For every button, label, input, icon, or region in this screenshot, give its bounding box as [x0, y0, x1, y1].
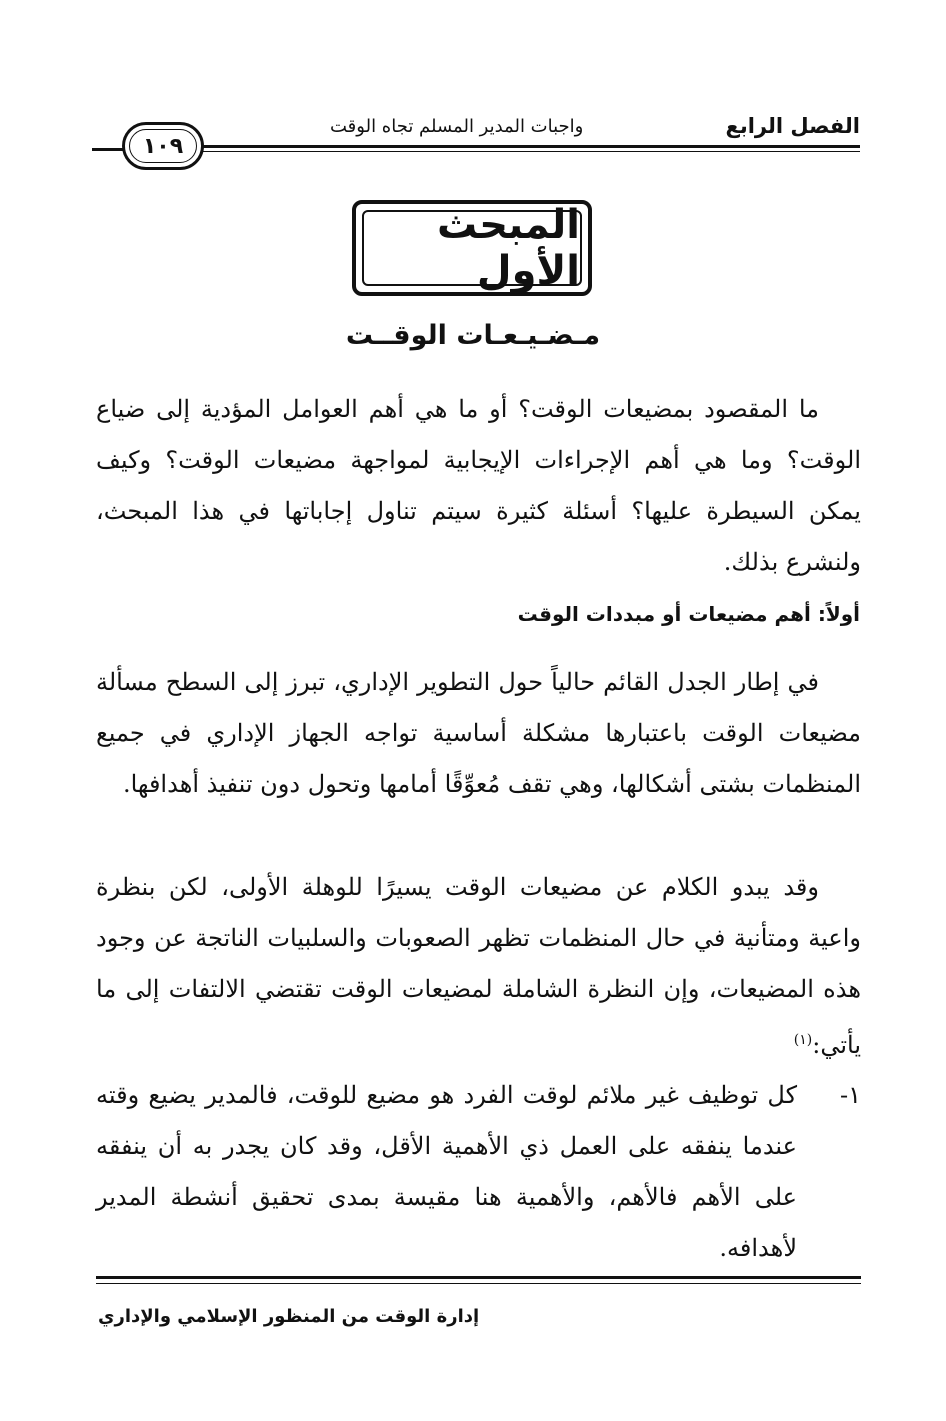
- paragraph-2: [96, 657, 861, 810]
- intro-paragraph: [96, 384, 861, 588]
- running-title: واجبات المدير المسلم تجاه الوقت: [330, 116, 584, 137]
- footer-rule-thin: [96, 1283, 861, 1284]
- footer-rule: [96, 1276, 861, 1279]
- footnote-reference[interactable]: (١): [793, 1032, 813, 1048]
- page-badge-inner-border: [129, 129, 197, 163]
- book-title-footer: إدارة الوقت من المنظور الإسلامي والإداري: [98, 1306, 480, 1327]
- header-rule: [200, 145, 860, 148]
- list-item-text: كل توظيف غير ملائم لوقت الفرد هو مضيع للوقت، فالمدير يضيع وقته عندما ينفقه على العمل ذي الأهمية الأقل، وقد كان يجدر به أن ينفقه على الأهم فالأهم، والأهمية هنا مقيسة بمدى تحقيق أنشطة المدير لأهدافه.: [96, 1081, 797, 1262]
- section-title: مـضـيـعـات الوقــت: [345, 320, 601, 351]
- list-item: [96, 1070, 861, 1274]
- section-label-frame: [352, 200, 592, 296]
- subheading: أولاً: أهم مضيعات أو مبددات الوقت: [517, 602, 860, 626]
- header-left-rule: [92, 148, 124, 151]
- chapter-title: الفصل الرابع: [725, 114, 860, 138]
- numbered-list: [96, 1070, 861, 1274]
- paragraph-3: [96, 862, 861, 1071]
- page-number: ١٠٩: [142, 133, 184, 159]
- paragraph-2-text: في إطار الجدل القائم حالياً حول التطوير الإداري، تبرز إلى السطح مسألة مضيعات الوقت باعتبارها مشكلة أساسية تواجه الجهاز الإداري في جميع المنظمات بشتى أشكالها، وهي تقف مُعوِّقًا أمامها وتحول دون تنفيذ أهدافها.: [96, 668, 861, 798]
- paragraph-3-text: وقد يبدو الكلام عن مضيعات الوقت يسيرًا للوهلة الأولى، لكن بنظرة واعية ومتأنية في حال المنظمات تظهر الصعوبات والسلبيات الناتجة عن وجود هذه المضيعات، وإن النظرة الشاملة لمضيعات الوقت تقتضي الالتفات إلى ما يأتي:: [96, 873, 861, 1059]
- list-item-number: ١-: [840, 1081, 861, 1109]
- intro-text: ما المقصود بمضيعات الوقت؟ أو ما هي أهم العوامل المؤدية إلى ضياع الوقت؟ وما هي أهم الإجراءات الإيجابية لمواجهة مضيعات الوقت؟ وكيف يمكن السيطرة عليها؟ أسئلة كثيرة سيتم تناول إجاباتها في هذا المبحث، ولنشرع بذلك.: [96, 395, 861, 576]
- header-rule-thin: [200, 151, 860, 152]
- page-number-badge: [122, 122, 204, 170]
- section-label: المبحث الأول: [362, 210, 582, 286]
